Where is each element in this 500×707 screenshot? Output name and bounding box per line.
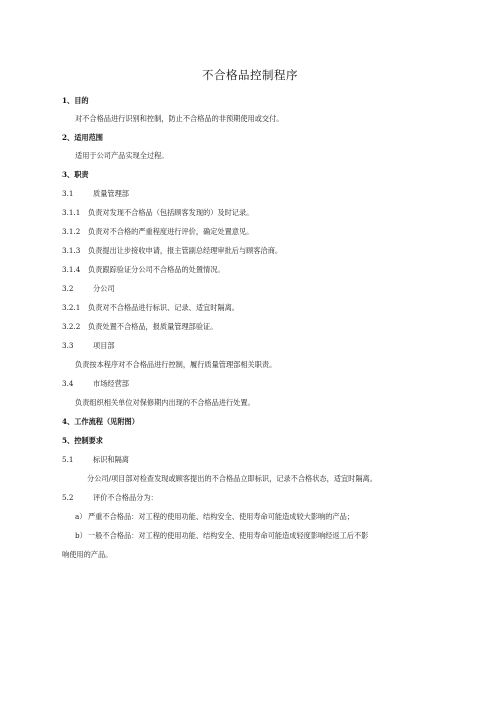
list-text: 一般不合格品：对工程的使用功能、结构安全、使用寿命可能造成轻度影响经返工后不影 [88, 531, 369, 540]
clause-3-2-2 [62, 322, 217, 331]
clause-text: 负责提出让步接收申请，报主管副总经理审批后与顾客洽商。 [88, 246, 283, 255]
heading-number: 3、 [62, 170, 75, 179]
paragraph [75, 360, 276, 369]
clause-text: 负责跟踪验证分公司不合格品的处置情况。 [88, 265, 225, 274]
clause-3-1-2 [62, 227, 253, 236]
clause-number: 3.4 [62, 379, 74, 388]
paragraph-text: 负责组织相关单位对保修期内出现的不合格品进行处置。 [75, 398, 255, 407]
clause-3-1-4 [62, 265, 225, 274]
clause-5-2 [62, 493, 158, 502]
heading-number: 5、 [62, 436, 75, 445]
clause-number: 3.1.4 [62, 265, 81, 274]
clause-text: 负责对不合格的严重程度进行评价，确定处置意见。 [88, 227, 254, 236]
paragraph [87, 474, 377, 483]
clause-3-2-1 [62, 303, 239, 312]
clause-number: 5.2 [62, 493, 74, 502]
paragraph-text: 负责按本程序对不合格品进行控制，履行质量管理部相关职责。 [75, 360, 277, 369]
heading-4 [62, 417, 139, 426]
clause-text: 负责对发现不合格品（包括顾客发现的）及时记录。 [88, 208, 254, 217]
list-item-a [75, 512, 354, 521]
paragraph-text: 对不合格品进行识别和控制，防止不合格品的非预期使用或交付。 [75, 114, 284, 123]
paragraph [75, 114, 283, 123]
list-text: 响使用的产品。 [62, 550, 113, 559]
clause-number: 3.2 [62, 284, 74, 293]
clause-number: 3.2.1 [62, 303, 81, 312]
paragraph [75, 398, 255, 407]
clause-3-1 [62, 189, 129, 198]
clause-number: 3.1.2 [62, 227, 81, 236]
clause-5-1 [62, 455, 129, 464]
heading-1 [62, 96, 89, 105]
clause-text: 分公司 [93, 284, 115, 293]
clause-text: 标识和隔离 [93, 455, 129, 464]
heading-number: 4、 [62, 417, 75, 426]
heading-text: 适用范围 [74, 133, 103, 142]
heading-text: 工作流程（见附图） [74, 417, 139, 426]
list-item-b-continued [62, 550, 112, 559]
clause-number: 3.1.3 [62, 246, 81, 255]
paragraph-text: 适用于公司产品实现全过程。 [75, 151, 169, 160]
paragraph [75, 151, 168, 160]
clause-3-3 [62, 341, 115, 350]
heading-number: 1、 [62, 96, 75, 105]
clause-number: 3.2.2 [62, 322, 81, 331]
clause-text: 市场经营部 [93, 379, 129, 388]
heading-5 [62, 436, 103, 445]
clause-3-1-1 [62, 208, 253, 217]
clause-text: 评价不合格品分为： [93, 493, 158, 502]
clause-text: 负责处置不合格品，报质量管理部验证。 [88, 322, 218, 331]
document-title: 不合格品控制程序 [202, 68, 298, 82]
paragraph-text: 分公司/项目部对检查发现或顾客提出的不合格品立即标识，记录不合格状态，适宜时隔离。 [87, 474, 377, 483]
clause-number: 5.1 [62, 455, 74, 464]
clause-number: 3.1 [62, 189, 74, 198]
heading-text: 控制要求 [74, 436, 103, 445]
clause-3-4 [62, 379, 129, 388]
clause-number: 3.1.1 [62, 208, 81, 217]
clause-text: 负责对不合格品进行标识、记录、适宜时隔离。 [88, 303, 239, 312]
clause-text: 质量管理部 [93, 189, 129, 198]
heading-text: 职责 [74, 170, 89, 179]
clause-3-2 [62, 284, 115, 293]
list-marker: a） [75, 512, 87, 521]
clause-text: 项目部 [93, 341, 115, 350]
list-item-b [75, 531, 368, 540]
list-marker: b） [75, 531, 87, 540]
clause-3-1-3 [62, 246, 282, 255]
heading-2 [62, 133, 103, 142]
clause-number: 3.3 [62, 341, 74, 350]
heading-text: 目的 [74, 96, 89, 105]
list-text: 严重不合格品：对工程的使用功能、结构安全、使用寿命可能造成较大影响的产品； [88, 512, 354, 521]
heading-number: 2、 [62, 133, 75, 142]
heading-3 [62, 170, 89, 179]
